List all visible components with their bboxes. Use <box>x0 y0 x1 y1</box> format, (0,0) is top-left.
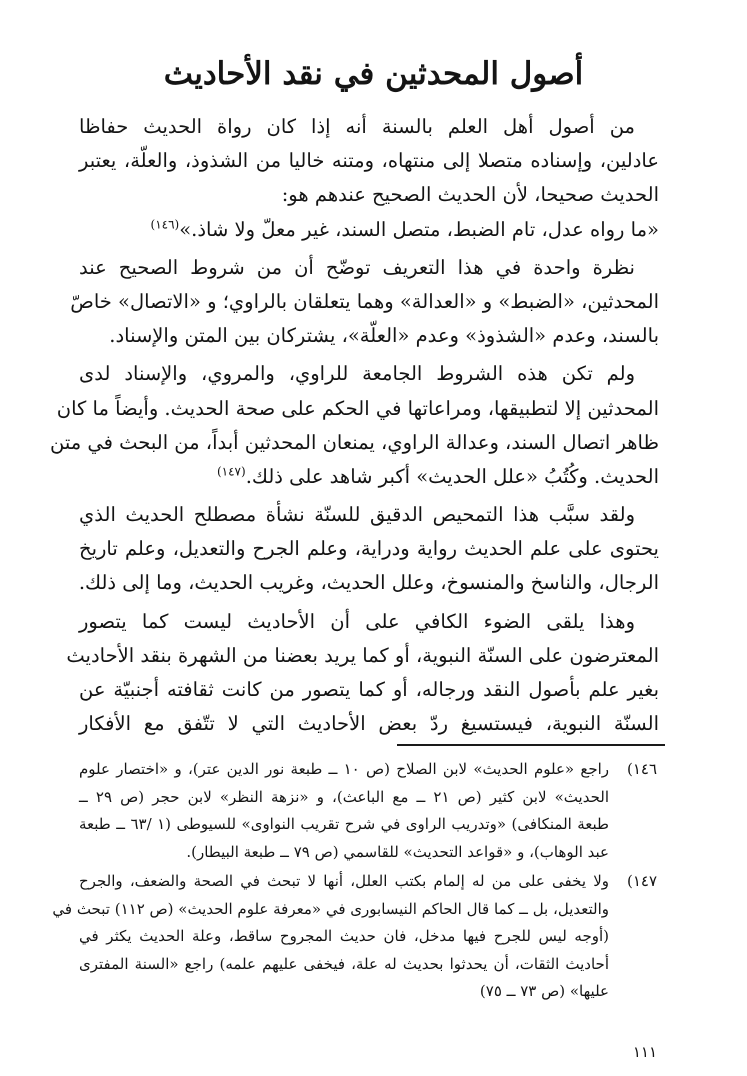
text-line: نظرة واحدة في هذا التعريف توضّح أن من شروط الصحيح عند <box>79 255 635 279</box>
text-line: الرجال، والناسخ والمنسوخ، وعلل الحديث، وغريب الحديث، وما إلى ذلك. <box>78 571 659 595</box>
footnote-line: طبعة المنكافى) «وتدريب الراوى في شرح تقريب النواوى» للسيوطى (١ /٦٣ ــ طبعة <box>79 815 609 833</box>
text-line: ولم تكن هذه الشروط الجامعة للراوي، والمروي، والإسناد لدى <box>79 362 635 386</box>
footnote-number: ١٤٦) <box>626 760 657 778</box>
main-text <box>49 110 659 741</box>
footnote-line: الحديث» لابن كثير (ص ٢١ ــ مع الباعث)، و «نزهة النظر» لابن حجر (ص ٢٩ ــ <box>79 787 609 806</box>
text-line: بالسند، وعدم «الشذوذ» وعدم «العلّة»، يشتركان بين المتن والإسناد. <box>109 324 659 348</box>
text-line: السنّة النبوية، فيستسيغ ردّ بعض الأحاديث التي لا تتّفق مع الأفكار <box>79 712 659 736</box>
text-line: ولقد سبَّب هذا التمحيص الدقيق للسنّة نشأة مصطلح الحديث الذي <box>79 503 635 527</box>
footnote-line: والتعديل، بل ــ كما قال الحاكم النيسابورى في «معرفة علوم الحديث» (ص ١١٢) تبحث في <box>52 899 609 918</box>
footnote-line: ولا يخفى على من له إلمام بكتب العلل، أنها لا تبحث في الصحة والضعف، والجرح <box>79 872 609 890</box>
footnote-ref: (١٤٧) <box>216 464 246 479</box>
footnote-line: عبد الوهاب)، و «قواعد التحديث» للقاسمي (ص ٧٩ ــ طبعة البيطار). <box>186 842 609 861</box>
text-line <box>79 460 659 494</box>
footnotes <box>52 756 659 1008</box>
text-line: ظاهر اتصال السند، وعدالة الراوي، يمنعان المحدثين أبداً، من البحث في متن <box>49 430 659 454</box>
footnote-ref: (١٤٦) <box>150 217 180 232</box>
footnote-number: ١٤٧) <box>626 872 657 890</box>
text-line: يحتوى على علم الحديث رواية ودراية، وعلم الجرح والتعديل، وعلم تاريخ <box>79 537 659 561</box>
text-line: الحديث صحيحا، لأن الحديث الصحيح عندهم هو: <box>281 183 659 207</box>
text-line: المحدثين، «الضبط» و «العدالة» وهما يتعلقان بالراوي؛ و «الاتصال» خاصّ <box>70 289 659 313</box>
text-line: عادلين، وإسناده متصلا إلى منتهاه، ومتنه خاليا من الشذوذ، والعلّة، يعتبر <box>79 149 659 173</box>
quoted-definition: «ما رواه عدل، تام الضبط، متصل السند، غير معلّ ولا شاذ.» <box>179 217 659 241</box>
text-line: المحدثين إلا لتطبيقها، ومراعاتها في الحكم على صحة الحديث. وأيضاً ما كان <box>56 396 659 420</box>
footnote-line: (أوجه ليس للجرح فيها مدخل، فان حديث المجروح ساقط، وعلة الحديث يكثر في <box>79 927 609 945</box>
text-line: بغير علم بأصول النقد ورجاله، أو كما يتصور من كانت ثقافته أجنبيّة عن <box>79 678 659 701</box>
page-title: أصول المحدثين في نقد الأحاديث <box>163 56 584 92</box>
footnote-divider <box>397 744 665 746</box>
text-segment: الحديث. وكُتُبُ «علل الحديث» أكبر شاهد على ذلك. <box>245 464 659 488</box>
footnote-line: عليها» (ص ٧٣ ــ ٧٥) <box>479 982 609 1000</box>
text-line: من أصول أهل العلم بالسنة أنه إذا كان رواة الحديث حفاظا <box>79 115 635 138</box>
footnote-line: أحاديث الثقات، أن يحدثوا بحديث له علة، فيخفى عليهم علمه) راجع «السنة المفترى <box>79 954 609 973</box>
text-line <box>79 213 659 247</box>
footnote <box>52 868 659 1006</box>
text-line: وهذا يلقى الضوء الكافي على أن الأحاديث ليست كما يتصور <box>79 609 635 633</box>
text-line: المعترضون على السنّة النبوية، أو كما يريد بعضنا من الشهرة بنقد الأحاديث <box>66 643 659 667</box>
footnote-line: راجع «علوم الحديث» لابن الصلاح (ص ١٠ ــ طبعة نور الدين عتر)، و «اختصار علوم <box>79 760 610 778</box>
footnote <box>79 756 659 866</box>
page-number: ١١١ <box>632 1043 657 1061</box>
